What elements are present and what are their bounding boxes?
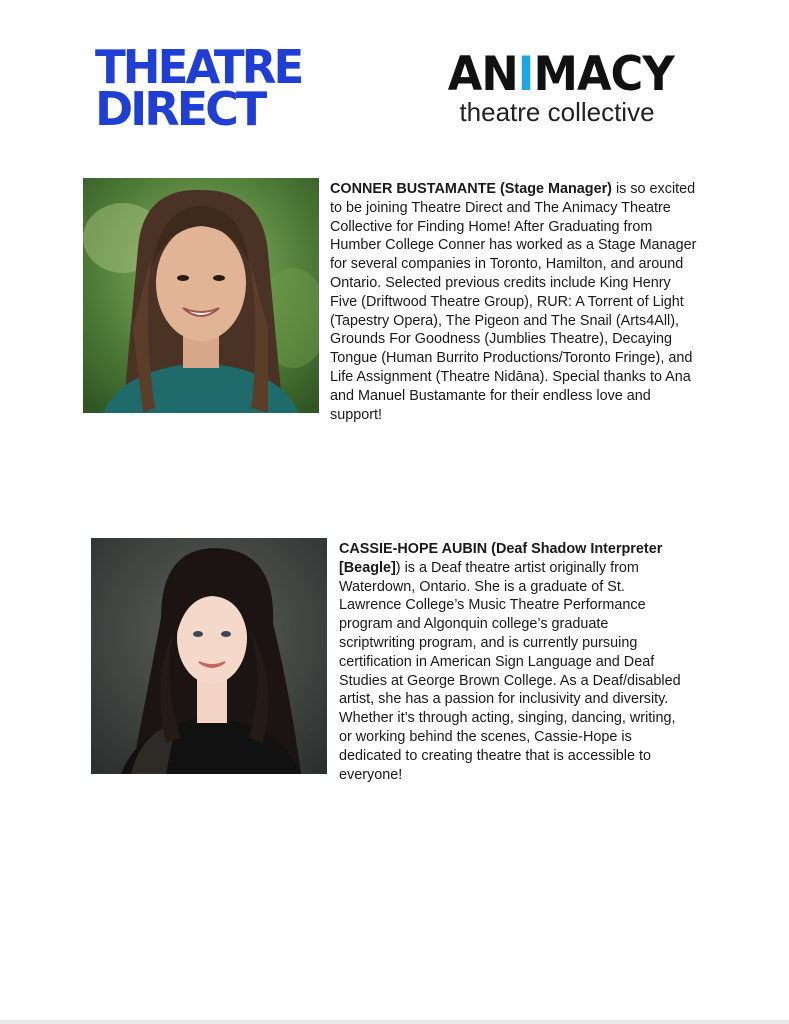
cassie-hope-headshot (91, 538, 327, 774)
theatre-direct-logo-line1: THEATRE (95, 40, 302, 94)
cassie-hope-bio-text: ) is a Deaf theatre artist originally from Waterdown, Ontario. She is a graduate of St. Lawrence College’s Music Theatre Performance program and Algonquin college’s graduate scriptwriting program, and is currently pursuing certification in American Sign Language and Deaf Studies at George Brown College. As a Deaf/disabled artist, she has a passion for inclusivity and diversity. Whether it’s through acting, singing, dancing, writing, or working behind the scenes, Cassie-Hope is dedicated to creating theatre that is accessible to everyone! (339, 559, 681, 783)
conner-bio-text: is so excited to be joining Theatre Direct and The Animacy Theatre Collective for Finding Home! After Graduating from Humber College Conner has worked as a Stage Manager for several companies in Toronto, Hamilton, and around Ontario. Selected previous credits include King Henry Five (Driftwood Theatre Group), RUR: A Torrent of Light (Tapestry Opera), The Pigeon and The Snail (Arts4All), Grounds For Goodness (Jumblies Theatre), Decaying Tongue (Human Burrito Productions/Toronto Fringe), and Life Assignment (Theatre Nidāna). Special thanks to Ana and Manuel Bustamante for their endless love and support! (330, 181, 697, 423)
page-bottom-edge (0, 1020, 789, 1024)
theatre-direct-logo (95, 40, 320, 136)
animacy-logo-subtitle: theatre collective (459, 97, 655, 127)
theatre-direct-logo-line2: DIRECT (95, 82, 265, 136)
cassie-hope-bio (339, 540, 684, 784)
conner-bio-name: CONNER BUSTAMANTE (Stage Manager) (330, 181, 612, 197)
animacy-logo (442, 47, 674, 127)
animacy-logo-wordmark: ANIMACY (447, 47, 674, 102)
conner-headshot (83, 178, 319, 413)
cassie-hope-bio-name: CASSIE-HOPE AUBIN (Deaf Shadow Interpreter [Beagle] (339, 541, 663, 576)
conner-bio (330, 180, 700, 424)
